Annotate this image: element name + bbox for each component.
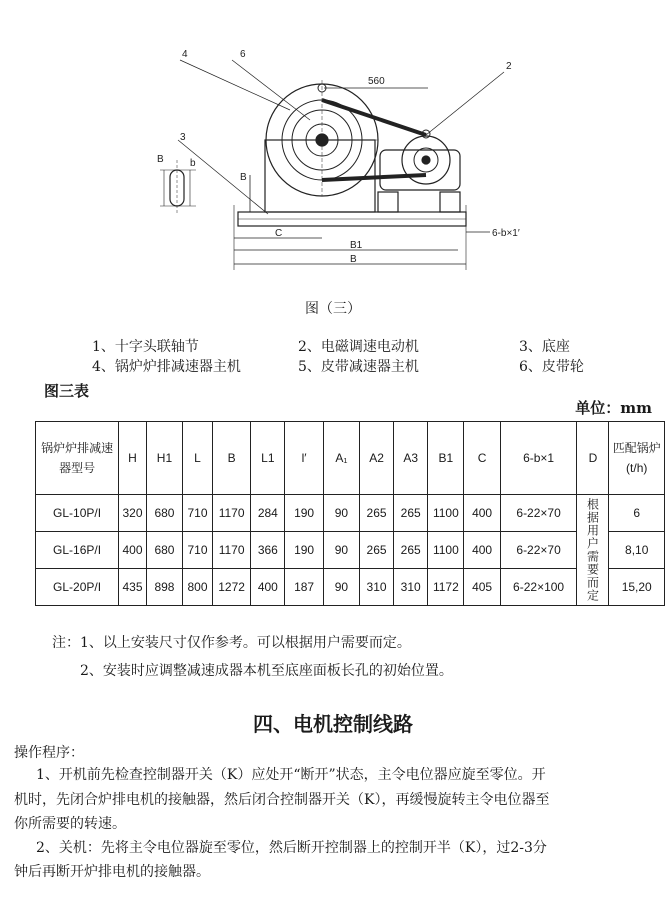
header-model: 锅炉炉排减速器型号 [36, 422, 119, 495]
cell-a2: 265 [360, 495, 394, 532]
cell-model: GL-10P/I [36, 495, 119, 532]
cell-c: 400 [464, 532, 500, 569]
cell-l1: 366 [251, 532, 285, 569]
header-bolt: 6-b×1 [500, 422, 577, 495]
cell-boiler: 6 [609, 495, 665, 532]
paragraph-line: 机时，先闭合炉排电机的接触器，然后闭合控制器开关（K），再缓慢旋转主令电位器至 [14, 792, 550, 808]
cell-a1: 90 [323, 569, 359, 606]
table-row [36, 532, 665, 569]
dim-560: 560 [368, 76, 385, 87]
cell-l-prime: 187 [285, 569, 323, 606]
legend-item-1: 1、十字头联轴节 [92, 339, 199, 355]
callout-3: 3 [180, 132, 186, 143]
dimension-table [35, 421, 665, 606]
cell-l: 710 [183, 495, 213, 532]
cell-h1: 680 [146, 532, 182, 569]
legend-item-5: 5、皮带减速器主机 [298, 359, 419, 375]
unit-label: 单位：mm [575, 399, 652, 417]
cell-a2: 310 [360, 569, 394, 606]
cell-l1: 284 [251, 495, 285, 532]
callout-6: 6 [240, 49, 246, 60]
cell-b: 1272 [212, 569, 250, 606]
cell-a1: 90 [323, 495, 359, 532]
dim-c: C [275, 228, 283, 239]
cell-a3: 265 [394, 495, 428, 532]
header-a1: A₁ [323, 422, 359, 495]
cell-bolt: 6-22×70 [500, 495, 577, 532]
paragraph-line: 钟后再断开炉排电机的接触器。 [14, 864, 210, 880]
table-header-row [36, 422, 665, 495]
cell-bolt: 6-22×100 [500, 569, 577, 606]
cell-a1: 90 [323, 532, 359, 569]
cell-a3: 310 [394, 569, 428, 606]
legend-item-2: 2、电磁调速电动机 [298, 339, 419, 355]
header-l1: L1 [251, 422, 285, 495]
dim-b-top: B [157, 154, 164, 165]
cell-b: 1170 [212, 532, 250, 569]
table-row [36, 495, 665, 532]
callout-4: 4 [182, 49, 188, 60]
table-row [36, 569, 665, 606]
cell-c: 405 [464, 569, 500, 606]
paragraph-line: 1、开机前先检查控制器开关（K）应处开“断开”状态，主令电位器应旋至零位。开 [36, 767, 546, 783]
cell-l-prime: 190 [285, 532, 323, 569]
paragraph-line: 2、关机：先将主令电位器旋至零位，然后断开控制器上的控制开半（K），过2-3分 [36, 840, 547, 856]
legend-item-4: 4、锅炉炉排减速器主机 [92, 359, 241, 375]
bolt-label: 6-b×1′ [492, 228, 520, 239]
reducer-body [265, 140, 375, 212]
dim-b1: B1 [350, 240, 363, 251]
note-1: 注：1、以上安装尺寸仅作参考。可以根据用户需要而定。 [52, 635, 411, 651]
cell-b1: 1100 [428, 495, 464, 532]
cell-boiler: 15,20 [609, 569, 665, 606]
cell-h1: 680 [146, 495, 182, 532]
dim-b-lower: b [190, 158, 196, 169]
cell-d-merged: 根据用户需要而定 [577, 495, 609, 606]
header-h: H [119, 422, 147, 495]
dim-b-side: B [240, 172, 247, 183]
procedure-label: 操作程序： [14, 745, 84, 761]
dim-b: B [350, 254, 357, 265]
cell-l1: 400 [251, 569, 285, 606]
header-d: D [577, 422, 609, 495]
cell-model: GL-16P/I [36, 532, 119, 569]
cell-c: 400 [464, 495, 500, 532]
cell-a3: 265 [394, 532, 428, 569]
header-boiler: 匹配锅炉(t/h) [609, 422, 665, 495]
header-h1: H1 [146, 422, 182, 495]
section-title: 四、电机控制线路 [253, 712, 413, 736]
cell-b1: 1100 [428, 532, 464, 569]
cell-bolt: 6-22×70 [500, 532, 577, 569]
table-title: 图三表 [44, 382, 90, 400]
cell-a2: 265 [360, 532, 394, 569]
cell-model: GL-20P/I [36, 569, 119, 606]
cell-h1: 898 [146, 569, 182, 606]
machine-drawing [0, 0, 666, 300]
cell-h: 320 [119, 495, 147, 532]
callout-2: 2 [506, 61, 512, 72]
cell-h: 400 [119, 532, 147, 569]
cell-l: 800 [183, 569, 213, 606]
paragraph-line: 你所需要的转速。 [14, 816, 126, 832]
legend-item-3: 3、底座 [519, 339, 570, 355]
cell-b: 1170 [212, 495, 250, 532]
cell-l: 710 [183, 532, 213, 569]
header-c: C [464, 422, 500, 495]
header-l: L [183, 422, 213, 495]
cell-boiler: 8,10 [609, 532, 665, 569]
figure-caption: 图（三） [305, 301, 361, 317]
header-b1: B1 [428, 422, 464, 495]
note-2: 2、安装时应调整减速成器本机至底座面板长孔的初始位置。 [80, 663, 453, 679]
header-a3: A3 [394, 422, 428, 495]
legend-item-6: 6、皮带轮 [519, 359, 584, 375]
cell-h: 435 [119, 569, 147, 606]
cell-l-prime: 190 [285, 495, 323, 532]
header-a2: A2 [360, 422, 394, 495]
header-l-prime: l′ [285, 422, 323, 495]
header-b: B [212, 422, 250, 495]
cell-b1: 1172 [428, 569, 464, 606]
